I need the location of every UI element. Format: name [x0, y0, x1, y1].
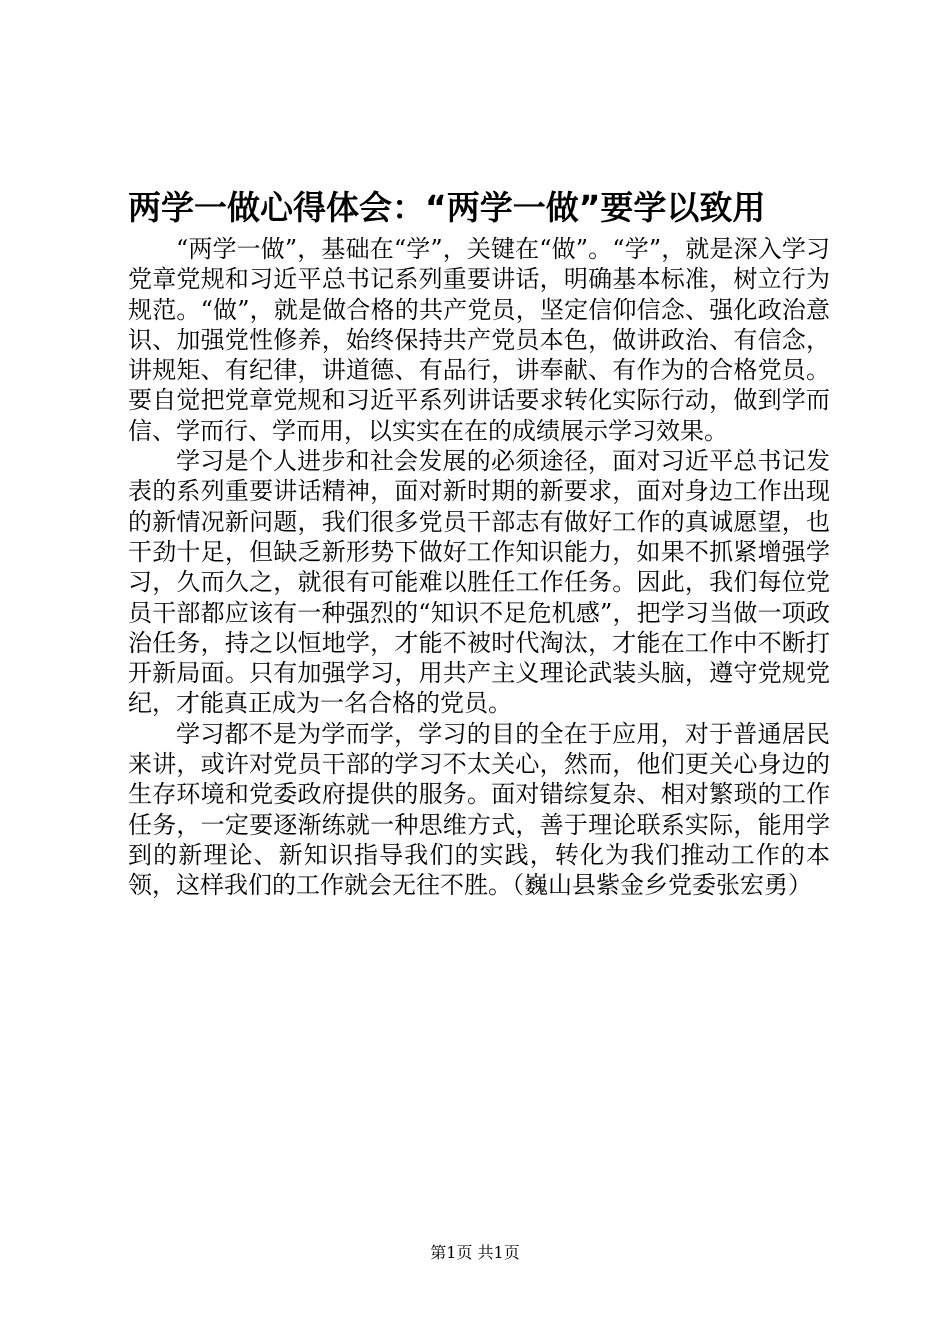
document-body — [128, 234, 830, 901]
page-footer: 第1页 共1页 — [430, 1243, 520, 1262]
paragraph-1: “两学一做”，基础在“学”，关键在“做”。“学”，就是深入学习党章党规和习近平总书记系列重要讲话，明确基本标准，树立行为规范。“做”，就是做合格的共产党员，坚定信仰信念、强化政治意识、加强党性修养，始终保持共产党员本色，做讲政治、有信念，讲规矩、有纪律，讲道德、有品行，讲奉献、有作为的合格党员。要自觉把党章党规和习近平系列讲话要求转化实际行动，做到学而信、学而行、学而用，以实实在在的成绩展示学习效果。 — [128, 235, 830, 445]
paragraph-3: 学习都不是为学而学，学习的目的全在于应用，对于普通居民来讲，或许对党员干部的学习不太关心，然而，他们更关心身边的生存环境和党委政府提供的服务。面对错综复杂、相对繁琐的工作任务，一定要逐渐练就一种思维方式，善于理论联系实际，能用学到的新理论、新知识指导我们的实践，转化为我们推动工作的本领，这样我们的工作就会无往不胜。（巍山县紫金乡党委张宏勇） — [128, 719, 830, 900]
paragraph-2: 学习是个人进步和社会发展的必须途径，面对习近平总书记发表的系列重要讲话精神，面对新时期的新要求，面对身边工作出现的新情况新问题，我们很多党员干部志有做好工作的真诚愿望，也干劲十足，但缺乏新形势下做好工作知识能力，如果不抓紧增强学习，久而久之，就很有可能难以胜任工作任务。因此，我们每位党员干部都应该有一种强烈的“知识不足危机感”，把学习当做一项政治任务，持之以恒地学，才能不被时代淘汰，才能在工作中不断打开新局面。只有加强学习，用共产主义理论武装头脑，遵守党规党纪，才能真正成为一名合格的党员。 — [128, 447, 830, 718]
document-title: 两学一做心得体会：“两学一做”要学以致用 — [128, 188, 766, 227]
